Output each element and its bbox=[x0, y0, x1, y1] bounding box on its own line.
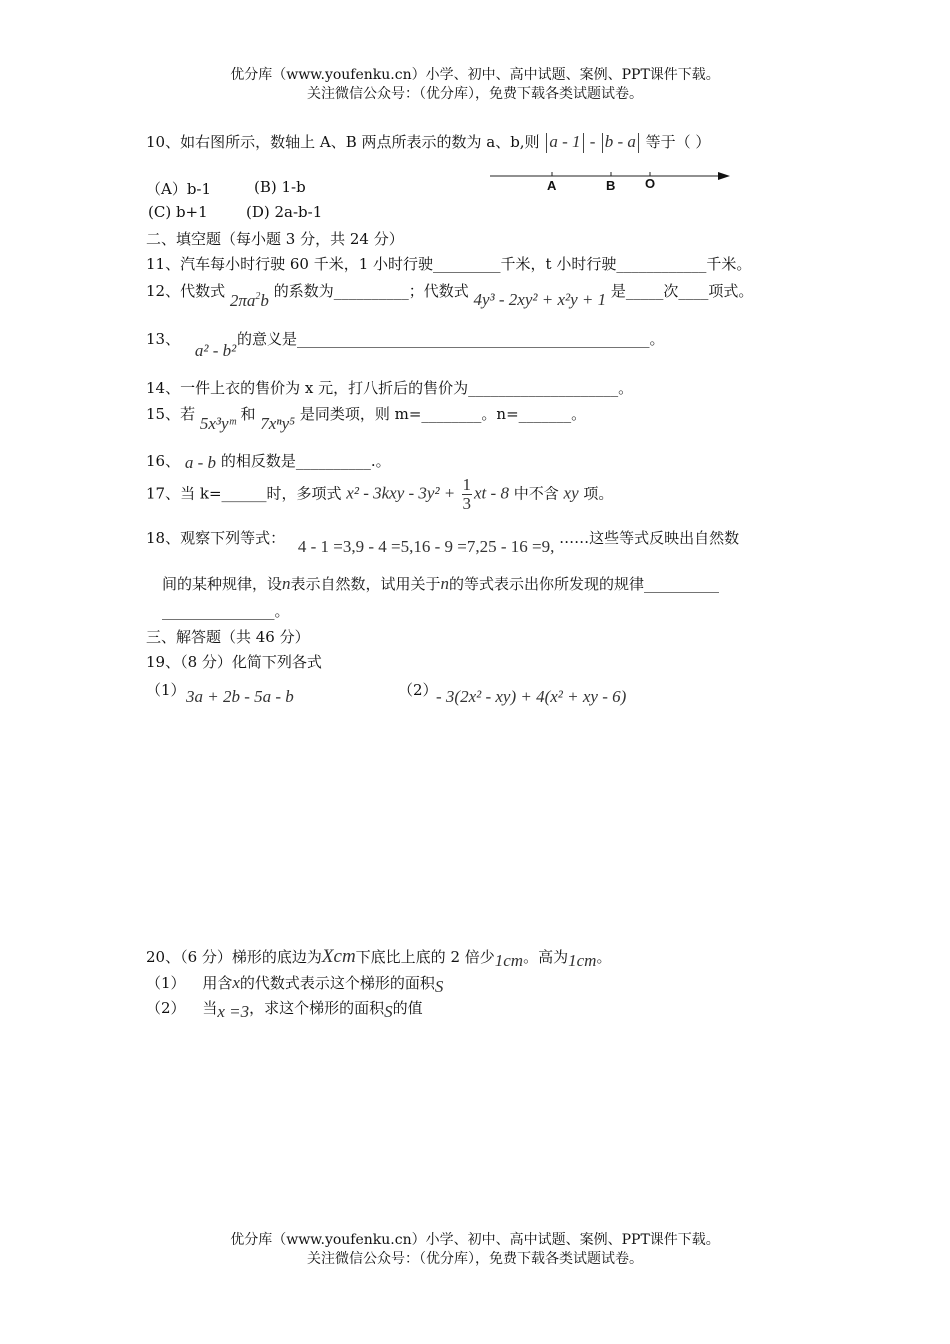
q12-expr2: 4y³ - 2xy² + x²y + 1 bbox=[473, 290, 607, 309]
q15-pre: 15、若 bbox=[146, 405, 196, 423]
q18-pre: 18、观察下列等式： bbox=[146, 529, 286, 547]
q19-part-2-label: （2） bbox=[398, 681, 438, 699]
q20-title-end: 。 bbox=[596, 948, 612, 966]
q20-s2-num: （2） bbox=[146, 999, 186, 1017]
question-16 bbox=[146, 450, 391, 471]
q10-tail: 等于（ ） bbox=[645, 133, 711, 151]
q10-minus: - bbox=[585, 132, 600, 151]
q20-cm1: 1cm bbox=[494, 951, 524, 970]
number-line-arrow bbox=[718, 172, 730, 180]
question-18 bbox=[146, 527, 740, 556]
q17-xy: xy bbox=[563, 483, 579, 503]
q16-pre: 16、 bbox=[146, 452, 181, 470]
q20-xcm: Xcm bbox=[321, 946, 356, 967]
q20-title-mid2: 。高为 bbox=[523, 948, 569, 966]
q17-mid: 中不含 bbox=[513, 484, 559, 503]
q19-part-1-expr: 3a + 2b - 5a - b bbox=[186, 687, 294, 706]
q18-n2: n bbox=[440, 574, 450, 593]
question-11: 11、汽车每小时行驶 60 千米，1 小时行驶_________千米，t 小时行驶____________千米。 bbox=[146, 255, 752, 273]
q20-s2-pre: 当 bbox=[202, 999, 218, 1017]
q10-option-c: (C) b+1 bbox=[148, 203, 208, 221]
q20-s1-x: x bbox=[232, 973, 240, 992]
q20-s1-mid: 的代数式表示这个梯形的面积 bbox=[239, 974, 435, 992]
q20-s1-s: S bbox=[434, 977, 444, 996]
q20-s1-num: （1） bbox=[146, 974, 186, 992]
q18-expr: 4 - 1 =3,9 - 4 =5,16 - 9 =7,25 - 16 =9, bbox=[297, 537, 555, 556]
q17-tail: 项。 bbox=[583, 484, 614, 503]
q10-option-d: (D) 2a-b-1 bbox=[246, 203, 323, 221]
q13-expr: a² - b² bbox=[194, 341, 237, 360]
question-12 bbox=[146, 280, 754, 310]
q18-line2c: 的等式表示出你所发现的规律__________ bbox=[449, 575, 720, 593]
q10-text: 10、如右图所示，数轴上 A、B 两点所表示的数为 a、b,则 bbox=[146, 133, 540, 151]
q15-expr1: 5x³yᵐ bbox=[199, 414, 236, 433]
q15-tail: 是同类项，则 m=________。n=_______。 bbox=[299, 405, 587, 423]
q20-s2-expr: x =3 bbox=[217, 1002, 250, 1021]
q18-line2b: 表示自然数，试用关于 bbox=[290, 575, 441, 593]
question-17 bbox=[146, 476, 613, 513]
q19-part-1-label: （1） bbox=[146, 681, 186, 699]
question-13 bbox=[146, 328, 665, 360]
header-line-2: 关注微信公众号：（优分库），免费下载各类试题试卷。 bbox=[307, 86, 643, 102]
q19-part-2-expr: - 3(2x² - xy) + 4(x² + xy - 6) bbox=[436, 687, 627, 706]
header-line-1: 优分库（www.youfenku.cn）小学、初中、高中试题、案例、PPT课件下载。 bbox=[230, 67, 720, 83]
q20-s1-pre: 用含 bbox=[202, 974, 233, 992]
q18-line-2 bbox=[162, 573, 719, 594]
q12-pre: 12、代数式 bbox=[146, 282, 226, 300]
question-14: 14、一件上衣的售价为 x 元，打八折后的售价为____________________。 bbox=[146, 379, 634, 397]
question-15 bbox=[146, 403, 587, 433]
section-3-title: 三、解答题（共 46 分） bbox=[146, 628, 310, 646]
q18-n1: n bbox=[282, 574, 291, 593]
q20-sub-1 bbox=[146, 972, 444, 996]
q13-num: 13、 bbox=[146, 330, 181, 348]
q18-line-3: _______________。 bbox=[162, 602, 290, 620]
q18-line2a: 间的某种规律，设 bbox=[162, 575, 283, 593]
q20-cm2: 1cm bbox=[568, 951, 597, 970]
q20-s2-tail: 的值 bbox=[392, 999, 423, 1017]
q20-s2-mid: ，求这个梯形的面积 bbox=[249, 999, 385, 1017]
axis-label-b: B bbox=[606, 178, 616, 193]
q12-tail: 是_____次____项式。 bbox=[610, 282, 754, 300]
q16-tail: 的相反数是__________.。 bbox=[220, 452, 391, 470]
q17-expr: x² - 3kxy - 3y² + bbox=[346, 483, 460, 503]
q12-expr1: $2\pi a^2b$ bbox=[229, 291, 269, 310]
q10-option-b: (B) 1-b bbox=[254, 178, 306, 196]
axis-label-o: O bbox=[645, 176, 656, 191]
axis-label-a: A bbox=[547, 178, 557, 193]
q13-tail: 的意义是_______________________________________________。 bbox=[237, 330, 665, 348]
q17-fraction: $\frac{1}{3}$ bbox=[462, 475, 472, 513]
q15-expr2: 7xⁿy⁵ bbox=[260, 414, 296, 433]
q20-title-mid: 下底比上底的 2 倍少 bbox=[355, 948, 495, 966]
footer-line-1: 优分库（www.youfenku.cn）小学、初中、高中试题、案例、PPT课件下载。 bbox=[230, 1232, 720, 1248]
question-19-title: 19、（8 分）化简下列各式 bbox=[146, 653, 322, 671]
question-10 bbox=[146, 131, 710, 153]
q20-title-pre: 20、（6 分）梯形的底边为 bbox=[146, 948, 322, 966]
q20-s2-s: S bbox=[384, 1002, 393, 1021]
section-2-title: 二、填空题（每小题 3 分，共 24 分） bbox=[146, 230, 404, 248]
footer-line-2: 关注微信公众号：（优分库），免费下载各类试题试卷。 bbox=[307, 1251, 643, 1267]
q16-expr: a - b bbox=[184, 453, 217, 472]
q17-pre: 17、当 k=______时，多项式 bbox=[146, 484, 342, 503]
q10-expr-b: b - a bbox=[604, 132, 636, 151]
q10-expr-a: a - 1 bbox=[549, 132, 581, 151]
q18-tail: ……这些等式反映出自然数 bbox=[559, 529, 740, 547]
question-20-title bbox=[146, 946, 611, 968]
q20-sub-2 bbox=[146, 997, 423, 1021]
q17-expr-tail: xt - 8 bbox=[474, 483, 509, 503]
q10-option-a: （A）b-1 bbox=[146, 180, 212, 198]
q15-and: 和 bbox=[240, 405, 256, 423]
q12-mid: 的系数为__________；代数式 bbox=[273, 282, 469, 300]
